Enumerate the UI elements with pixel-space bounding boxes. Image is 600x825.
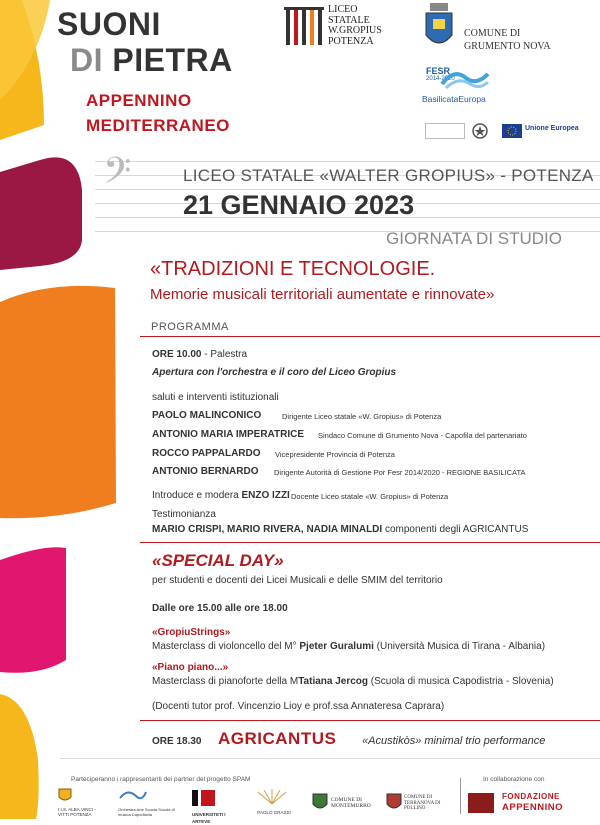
tutors-line: (Docenti tutor prof. Vincenzio Lioy e prof.ssa Annateresa Caprara) <box>152 701 445 712</box>
school-logo <box>282 5 392 51</box>
yellow-bottom-left-shape <box>0 694 39 819</box>
special-day-time: Dalle ore 15.00 alle ore 18.00 <box>152 603 288 614</box>
regione-basilicata-logo <box>425 123 465 139</box>
divider <box>460 778 461 814</box>
evening-time: ORE 18.30 <box>152 736 202 747</box>
programma-label: PROGRAMMA <box>151 321 229 333</box>
speaker-name: ANTONIO BERNARDO <box>152 466 259 477</box>
magenta-shape <box>0 547 66 673</box>
event-type: GIORNATA DI STUDIO <box>386 229 562 248</box>
speaker-name: ROCCO PAPPALARDO <box>152 448 261 459</box>
columns-icon <box>282 5 326 49</box>
crest-icon <box>58 788 72 802</box>
repubblica-emblem-icon <box>472 123 488 144</box>
opening-line: Apertura con l'orchestra e il coro del Liceo Gropius <box>152 367 397 378</box>
divider <box>140 336 600 337</box>
speaker-role: Sindaco Comune di Grumento Nova - Capofila del partenariato <box>318 431 527 440</box>
terranova-crest-icon <box>386 792 402 817</box>
burgundy-shape <box>0 157 82 270</box>
speaker-role: Vicepresidente Provincia di Potenza <box>275 450 395 459</box>
staff-line <box>95 161 600 162</box>
project-title-line1: SUONI <box>57 6 161 42</box>
divider <box>140 542 600 543</box>
partner-logo: UNIVERSITETI I ARTEVE <box>192 790 240 825</box>
moderator-role: Docente Liceo statale «W. Gropius» di Potenza <box>291 492 449 501</box>
comune-crest-icon <box>424 3 454 56</box>
morning-time-line: ORE 10.00 - Palestra <box>152 349 248 360</box>
special-day-audience: per studenti e docenti dei Licei Musicali e delle SMIM del territorio <box>152 575 443 586</box>
school-logo-text: LICEO STATALE W.GROPIUS POTENZA <box>328 4 382 47</box>
special-day-title: «SPECIAL DAY» <box>152 551 284 570</box>
moderator-line: Introduce e modera ENZO IZZI <box>152 490 290 501</box>
speaker-role: Dirigente Liceo statale «W. Gropius» di Potenza <box>282 412 442 421</box>
divider <box>60 758 600 759</box>
montemurro-crest-icon <box>312 792 328 817</box>
theme-title: «TRADIZIONI E TECNOLOGIE. <box>150 258 436 280</box>
testimony-line: MARIO CRISPI, MARIO RIVERA, NADIA MINALDI componenti degli AGRICANTUS <box>152 524 529 535</box>
partner-logo: I.I.S. ALBA.VINCI - VITTI POTENZA <box>58 788 98 817</box>
evening-show: «Acustikòs» minimal trio performance <box>362 735 546 747</box>
eu-flag-icon <box>502 124 522 143</box>
fondazione-mark-icon <box>468 793 494 813</box>
masterclass-name: «GropiuStrings» <box>152 627 231 638</box>
masterclass-name: «Piano piano...» <box>152 662 229 673</box>
comune-label: COMUNE DI GRUMENTO NOVA <box>464 28 551 52</box>
school-name: LICEO STATALE «WALTER GROPIUS» - POTENZA <box>183 166 594 185</box>
project-subtitle-line2: MEDITERRANEO <box>86 116 230 135</box>
speaker-name: PAOLO MALINCONICO <box>152 410 262 421</box>
speaker-name: ANTONIO MARIA IMPERATRICE <box>152 429 305 440</box>
ue-label: Unione Europea <box>525 125 579 132</box>
speaker-role: Dirigente Autorità di Gestione Por Fesr 2014/2020 - REGIONE BASILICATA <box>274 468 526 477</box>
wave-icon <box>442 68 488 90</box>
testimony-label: Testimonianza <box>152 509 216 520</box>
project-title-line2: DI PIETRA <box>70 42 233 78</box>
partners-label: Parteciperanno i rappresentanti dei partner del progetto SPAM <box>71 776 251 783</box>
partner-logo: COMUNE DI TERRANOVA DI POLLINO <box>404 795 441 811</box>
collab-label: In collaborazione con <box>483 776 545 783</box>
project-subtitle-line1: APPENNINO <box>86 91 192 110</box>
fesr-logo: FESR 2014-2020 BasilicataEuropa <box>420 64 490 108</box>
project-title <box>57 6 233 78</box>
masterclass-line: Masterclass di pianoforte della MTatiana Jercog (Scuola di musica Capodistria - Slovenia) <box>152 676 554 687</box>
masterclass-line: Masterclass di violoncello del M° Pjeter Guralumi (Università Musica di Tirana - Albania) <box>152 641 546 652</box>
partner-logo: PAOLO GRASSI <box>252 788 296 816</box>
swirl-icon <box>118 788 148 802</box>
orange-shape <box>0 286 116 518</box>
appennino-label: APPENNINO <box>502 802 563 813</box>
partner-logo: COMUNE DI MONTEMURRO <box>331 797 371 809</box>
greetings-label: saluti e interventi istituzionali <box>152 392 279 403</box>
theme-subtitle: Memorie musicali territoriali aumentate e rinnovate» <box>150 286 495 303</box>
sunburst-icon <box>252 788 292 804</box>
divider <box>140 720 600 721</box>
ua-logo-icon <box>192 790 216 806</box>
event-date: 21 GENNAIO 2023 <box>183 190 415 220</box>
bass-clef-icon: 𝄢 <box>103 150 132 201</box>
partner-logo: Orchestra Arte Scuola Scuola di musica Capodistria <box>118 788 178 817</box>
evening-act: AGRICANTUS <box>218 729 337 748</box>
fondazione-label: FONDAZIONE <box>502 792 560 801</box>
